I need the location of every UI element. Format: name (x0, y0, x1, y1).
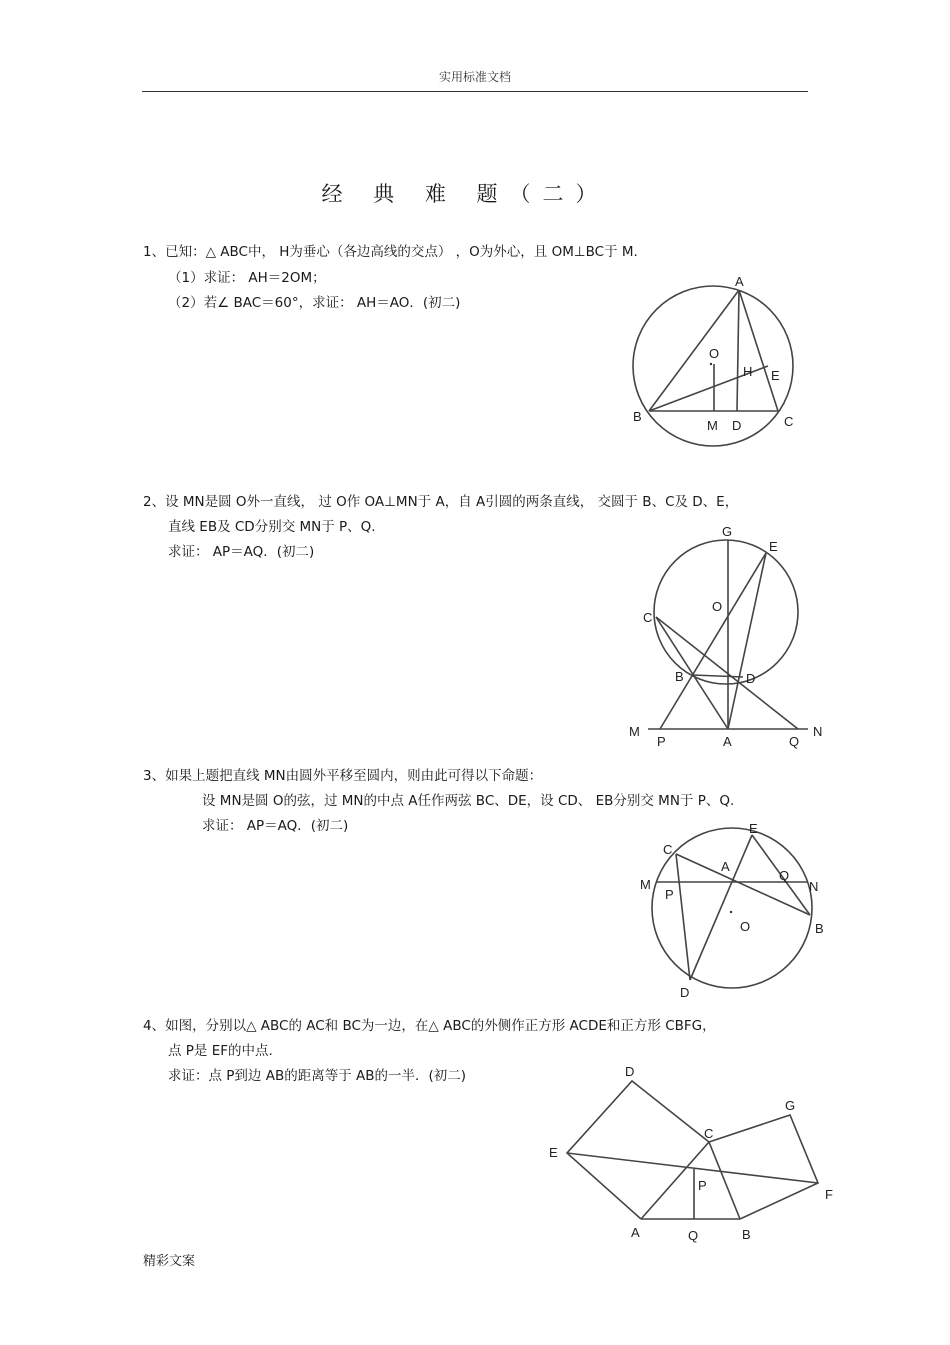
label-a: A (735, 274, 744, 289)
problem-3-statement: 3、如果上题把直线 MN由圆外平移至圆内，则由此可得以下命题： (143, 768, 543, 784)
label-f: F (825, 1187, 833, 1202)
chord-cb (676, 854, 810, 915)
header-rule (142, 91, 808, 92)
label-c: C (704, 1126, 714, 1141)
label-g: G (722, 524, 733, 539)
label-e: E (771, 368, 780, 383)
problem-1-part-2: （2）若∠ BAC＝60°，求证： AH＝AO．(初二) (168, 295, 461, 311)
page-title: 经 典 难 题（二） (321, 182, 609, 206)
label-d: D (625, 1064, 635, 1079)
label-a: A (723, 734, 732, 749)
line-ae (728, 553, 766, 729)
problem-4-statement: 4、如图，分别以△ ABC的 AC和 BC为一边，在△ ABC的外侧作正方形 ACDE和正方形 CBFG， (143, 1018, 716, 1034)
figure-1 (620, 268, 820, 438)
problem-3-proposition: 设 MN是圆 O的弦，过 MN的中点 A任作两弦 BC、DE，设 CD、 EB分别交 MN于 P、Q. (202, 793, 735, 809)
problem-2-statement-cont: 直线 EB及 CD分别交 MN于 P、Q. (168, 519, 376, 535)
label-q: Q (779, 868, 790, 883)
square-cbfg (709, 1115, 818, 1219)
label-n: N (813, 724, 823, 739)
problem-3-prove: 求证： AP＝AQ．(初二) (202, 818, 349, 834)
label-d: D (746, 671, 756, 686)
chord-bd (693, 675, 743, 677)
label-p: P (698, 1178, 707, 1193)
label-b: B (815, 921, 824, 936)
circle-o (652, 828, 812, 988)
page-footer: 精彩文案 (143, 1254, 196, 1269)
label-e: E (749, 821, 758, 836)
center-dot (710, 363, 712, 365)
problem-2-statement: 2、设 MN是圆 O外一直线， 过 O作 OA⊥MN于 A，自 A引圆的两条直线， 交圆于 B、C及 D、E， (143, 494, 739, 510)
label-c: C (784, 414, 794, 429)
figure-1-labels (633, 274, 793, 433)
label-d: D (680, 985, 690, 1000)
figure-4 (540, 1060, 840, 1250)
label-h: H (743, 364, 753, 379)
altitude-ad (737, 290, 739, 411)
problem-4-statement-cont: 点 P是 EF的中点. (168, 1043, 273, 1059)
line-ep (660, 553, 766, 729)
label-q: Q (688, 1228, 699, 1243)
label-p: P (657, 734, 666, 749)
figure-3 (630, 815, 835, 1005)
label-o: O (740, 919, 751, 934)
label-o: O (712, 599, 723, 614)
square-acde (567, 1081, 709, 1219)
chord-ed (690, 835, 752, 980)
label-c: C (663, 842, 673, 857)
label-d: D (732, 418, 742, 433)
label-m: M (707, 418, 718, 433)
label-m: M (640, 877, 651, 892)
label-e: E (549, 1145, 558, 1160)
label-e: E (769, 539, 778, 554)
problem-1-part-1: （1）求证： AH＝2OM； (168, 270, 326, 286)
label-a: A (631, 1225, 640, 1240)
label-o: O (709, 346, 720, 361)
center-dot (730, 911, 732, 913)
label-c: C (643, 610, 653, 625)
label-b: B (675, 669, 684, 684)
label-n: N (809, 879, 819, 894)
line-cd (676, 854, 690, 980)
label-b: B (742, 1227, 751, 1242)
label-q: Q (789, 734, 800, 749)
problem-4-prove: 求证：点 P到边 AB的距离等于 AB的一半．(初二) (168, 1068, 467, 1084)
label-p: P (665, 887, 674, 902)
label-g: G (785, 1098, 796, 1113)
side-ab (649, 290, 739, 411)
problem-2-prove: 求证： AP＝AQ．(初二) (168, 544, 315, 560)
segment-ef (567, 1153, 818, 1183)
problem-1-statement: 1、已知：△ ABC中， H为垂心（各边高线的交点） ，O为外心，且 OM⊥BC于 M. (143, 244, 638, 260)
label-m: M (629, 724, 640, 739)
figure-4-labels (549, 1064, 833, 1243)
figure-3-labels (640, 821, 824, 1000)
label-a: A (721, 859, 730, 874)
circle-o (654, 540, 798, 684)
side-ac (739, 290, 778, 411)
side-bc (709, 1142, 740, 1219)
page-header: 实用标准文档 (438, 70, 511, 84)
label-b: B (633, 409, 642, 424)
figure-2 (620, 520, 830, 750)
